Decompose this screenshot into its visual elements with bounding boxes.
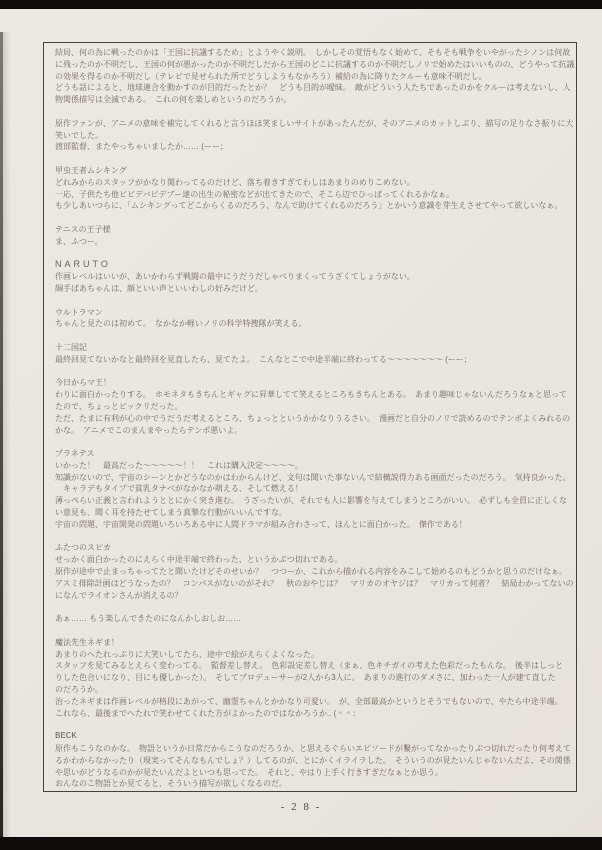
text-section: [55, 613, 571, 625]
text-line: あぁ…… もう楽しんできたのになんかしおしお……: [55, 614, 242, 624]
text-line: の効果を得るのか不明だし（テレビで見せられた所でどうしようもなかろう）補給の為に降りたクルーも意味不明だし。: [55, 71, 487, 81]
text-line: になんでライオンさんが消えるの？: [55, 590, 183, 600]
text-line: い意見も、聞く耳を持たせてしまう真摯な行動がいいんですな。: [55, 508, 287, 518]
text-line: キャラデもタイプで貧乳タナベがなかなか萌える、そして燃える！: [55, 484, 303, 494]
section-title: NARUTO: [55, 259, 111, 270]
text-line: たので、ちょっとビックリだった。: [55, 401, 183, 411]
text-area: [55, 47, 575, 802]
text-line: 最終回見てないかなと最終回を見直したら、見てたよ。 こんなとこで中途半端に終わってる～～～～～～～ (ーー；: [55, 354, 472, 364]
text-section: [55, 377, 571, 436]
text-section: [55, 118, 574, 153]
text-line: 渡部監督、またやっちゃいましたか…… (ーー；: [55, 142, 228, 152]
text-line: るかわからなかったり（現実ってそんなもんでしょ？）してるのが、とにかくイライラした。 そういうのが見たいんじゃないんだよ、その関係: [55, 755, 571, 765]
scan-artifact-top-bar: [0, 0, 602, 9]
text-line: 原作ファンが、アニメの意味を補完してくれると言うほほ笑ましいサイトがあったんだが、そのアニメのカットしぶり、描写の足りなさ振りに大: [55, 118, 574, 128]
text-line: アスミ排除計画はどうなったの？ コンパスがないのがそれ？ 秋のおやじは？ マリカのオヤジは？ マリカって何者？ 結局わかってないの: [55, 578, 574, 588]
text-line: や思いがどうなるのかが見たいんだよといつも思ってた。 それと、やはり上手く行きすぎだなぁとか思う。: [55, 767, 443, 777]
text-line: かな。 アニメでこのまんまやったらテンポ悪いよ。: [55, 425, 243, 435]
text-line: 綱手ばあちゃんは、顔といい声といいわしの好みだけど。: [55, 283, 263, 293]
text-line: りした色合いになり、目にも優しかった）。 そしてプロデューサーが2人から3人に。 あまりの進行のダメさに、加わった一人が建て直した: [55, 673, 556, 683]
text-line: 笑いでした。: [55, 130, 103, 140]
text-line: ま、ふつー。: [55, 236, 103, 246]
section-title: BECK: [55, 731, 77, 742]
section-title: ウルトラマン: [55, 307, 103, 317]
text-line: 薄っぺらい正義と言われようととにかく突き進む。 うざったいが、それでも人に影響を与えてしまうところがいい。 必ずしも全員に正しくな: [55, 496, 567, 506]
text-line: ちゃんと見たのは初めて。 なかなか軽いノリの科学特捜隊が笑える。: [55, 319, 307, 329]
text-section: [55, 224, 571, 248]
text-line: 治ったネギまは作画レベルが格段にあがって、幽霊ちゃんとかかなり可愛い。 が、全部最高かというとそうでもないので、やたら中途半端。: [55, 696, 563, 706]
text-section: [55, 165, 571, 212]
text-line: も少しあいつらに、「ムシキングってどこからくるのだろう、なんで助けてくれるのだろう」とかいう意識を芽生えさせてやって欲しいなぁ。: [55, 201, 563, 211]
text-line: あまりのへたれっぷりに大笑いしてたら、途中で絵がえらくよくなった。: [55, 649, 319, 659]
section-title: 十二国記: [55, 342, 87, 352]
text-section: [55, 637, 571, 720]
text-line: 一応、子供たち他ビビデバビデブー達の出生の秘密などが出てきたので、そこら辺でひっぱってくれるかなぁ。: [55, 189, 455, 199]
section-title: ふたつのスピカ: [55, 543, 111, 553]
text-line: に残ったのか不明だし、王国の何が悪かったのか不明だしだから王国のどこに抗議するのか不明だしノリで始めたはいいものの、どうやって抗議: [55, 59, 575, 69]
scan-artifact-left-shadow: [3, 32, 11, 850]
text-line: 原作が途中で止まっちゃってたと聞いたけどそのせいか？ つつーか、これから描かれる内容をみこして始めるのもどうかと思うのだけなぁ。: [55, 567, 567, 577]
section-title: 今日からマ王！: [55, 378, 111, 388]
text-line: 原作もこうなのかな。 物語というか日常だからこうなのだろうか、と思えるぐらいエピソードが繋がってなかったりぶつ切れだったり何考えて: [55, 744, 571, 754]
text-line: 作画レベルはいいが、あいかわらず戦闘の最中にうだうだしゃべりまくってうざくてしょうがない。: [55, 272, 415, 282]
text-section: [55, 307, 571, 331]
text-section: [55, 259, 571, 294]
text-line: いかった！ 最高だった～～～～～！！ これは購入決定～～～～。: [55, 460, 303, 470]
section-title: 甲虫王者ムシキング: [55, 165, 127, 175]
text-line: おんなのこ物語とか見てると、そういう描写が欲しくなるのだ。: [55, 779, 287, 789]
page-number: - 2 8 -: [280, 801, 322, 813]
scan-artifact-bottom-bar: [0, 837, 602, 850]
text-line: どうも話によると、地球連合を動かすのが目的だったとか？ どうも目的が曖昧。 敵がどういう人たちであったのかをクルーは考えないし、人: [55, 83, 571, 93]
text-line: どれみからのスタッフがかなり関わってるのだけど、落ち着きすぎてわしはあまりのめりこめない。: [55, 177, 415, 187]
text-section: [55, 542, 574, 601]
text-line: スタッフを見てみるとえらく変わってる。 監督差し替え。 色彩設定差し替え（まぁ、色キチガイの考えた色彩だったもんな。 後半はしっと: [55, 661, 563, 671]
text-line: のだろうか。: [55, 685, 103, 695]
text-section: [55, 342, 571, 366]
text-line: 物関係描写は全滅である。 これの何を楽しめというのだろうか。: [55, 95, 291, 105]
text-section: [55, 731, 571, 790]
text-line: せっかく面白かったのにえらく中途半端で終わった、というかぶつ切れである。: [55, 555, 343, 565]
text-line: 知識がないので、宇宙のシーンとかどうなのかはわからんけど、文句は聞いた事ないんで結構説得力ある画面だったのだろう。 気持良かった。: [55, 472, 571, 482]
section-title: プラネテス: [55, 449, 95, 459]
text-line: ただ、たまに有利が心の中でうだうだ考えるところ、ちょっとというかかなりうるさい。 漫画だと自分のノリで読めるのでテンポよくみれるの: [55, 413, 571, 423]
text-line: 結局、何の為に戦ったのかは「王国に抗議するため」とようやく説明。 しかしその覚悟もなく始めて、そもそも戦争をいやがったシノンは何故: [55, 48, 571, 57]
text-line: 宇宙の問題、宇宙開発の問題いろいろある中に人間ドラマが組み合わさって、ほんとに面白かった。 傑作である！: [55, 519, 467, 529]
text-section: [55, 47, 575, 106]
text-line: わりに面白かったりする。 ホモネタもきちんとギャグに昇華してて笑えるところもきちんとある。 あまり趣味じゃないんだろうなぁと思って: [55, 390, 567, 400]
section-title: 魔法先生ネギま！: [55, 637, 119, 647]
text-line: これなら、最後までへたれで笑わせてくれた方がよかったのではなかろうか.. (＾＾：: [55, 708, 361, 718]
section-title: テニスの王子様: [55, 224, 111, 234]
text-section: [55, 448, 571, 531]
